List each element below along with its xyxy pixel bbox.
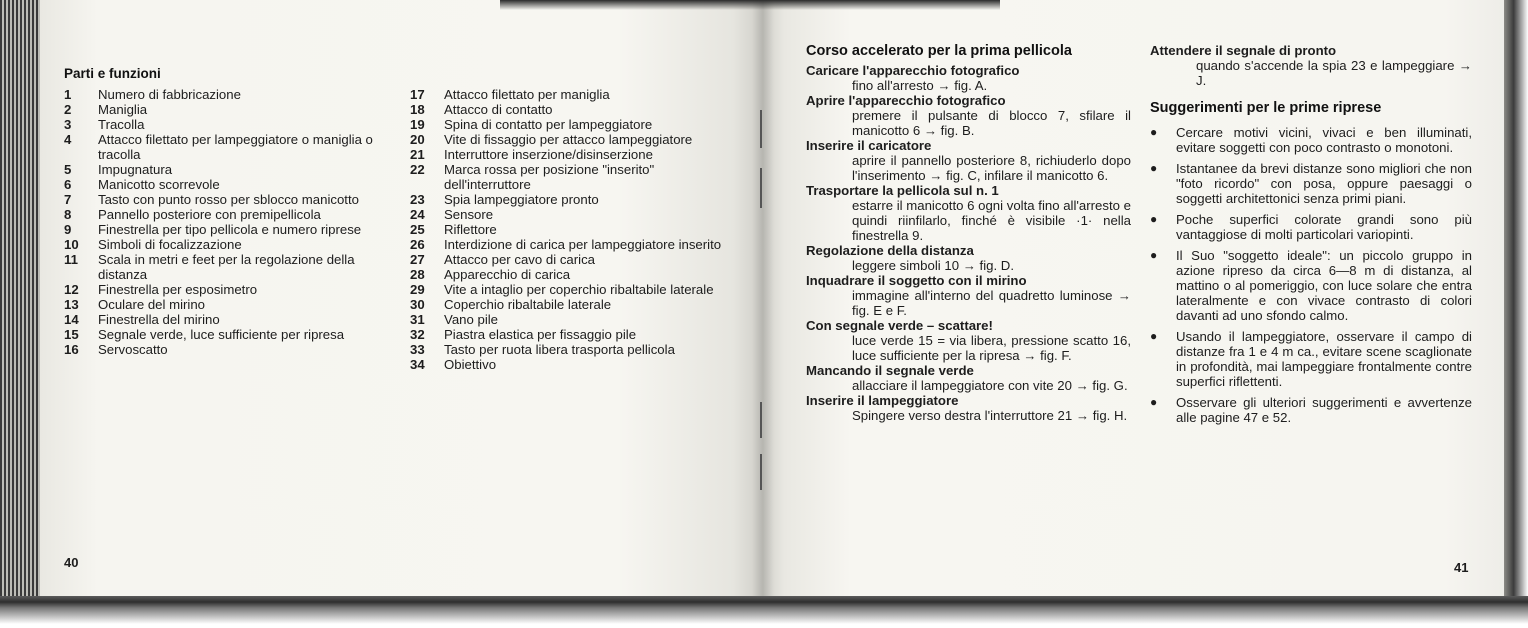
quick-start-step [806,363,1131,393]
part-number: 11 [64,252,78,267]
part-label: Tasto per ruota libera trasporta pellicola [444,342,675,357]
part-number: 15 [64,327,79,342]
part-number: 1 [64,87,72,102]
part-number: 30 [410,297,425,312]
part-number: 23 [410,192,425,207]
quick-start-step [806,393,1131,423]
step-title: Inserire il lampeggiatore [806,393,959,408]
step-body: estarre il manicotto 6 ogni volta fino all'arresto e quindi riinfilarlo, finché è visibile ·1· nella finestrella 9. [852,198,1131,243]
quick-start-step [806,273,1131,318]
parts-list-1 [64,87,389,357]
part-item [410,297,735,312]
part-item [64,327,389,342]
part-label: Riflettore [444,222,497,237]
part-number: 18 [410,102,425,117]
parts-column-1 [64,66,389,357]
part-label: Segnale verde, luce sufficiente per ripresa [98,327,345,342]
part-number: 19 [410,117,425,132]
part-label: Numero di fabbricazione [98,87,241,102]
step-title: Trasportare la pellicola sul n. 1 [806,183,999,198]
step-body: allacciare il lampeggiatore con vite 20 → fig. G. [852,378,1128,393]
part-label: Impugnatura [98,162,173,177]
part-number: 31 [410,312,425,327]
part-item [410,132,735,147]
part-item [410,222,735,237]
part-item [64,117,389,132]
part-label: Coperchio ribaltabile laterale [444,297,612,312]
part-number: 6 [64,177,72,192]
step-title: Inquadrare il soggetto con il mirino [806,273,1027,288]
quick-start-step [806,93,1131,138]
page-number-left: 40 [64,555,79,570]
part-number: 14 [64,312,79,327]
part-number: 21 [410,147,425,162]
step-title: Caricare l'apparecchio fotografico [806,63,1020,78]
part-label: Tracolla [98,117,145,132]
part-label: Sensore [444,207,494,222]
tip-text: Poche superfici colorate grandi sono più vantaggiose di molti particolari variopinti. [1176,212,1472,242]
step-body: leggere simboli 10 → fig. D. [852,258,1014,273]
tip-item [1150,212,1472,242]
page-stack-edge-left [0,0,40,610]
part-label: Apparecchio di carica [444,267,571,282]
quick-start-step [806,138,1131,183]
part-label: Interdizione di carica per lampeggiatore inserito [444,237,722,252]
quick-start-column [806,43,1131,423]
part-item [410,102,735,117]
part-number: 22 [410,162,425,177]
page-stack-edge-right [1504,0,1528,610]
part-item [64,297,389,312]
step-title: Regolazione della distanza [806,243,974,258]
part-label: Tasto con punto rosso per sblocco manicotto [98,192,359,207]
quick-start-step [806,318,1131,363]
part-number: 32 [410,327,425,342]
tip-item [1150,125,1472,155]
part-item [410,267,735,282]
top-shadow [500,0,1000,10]
step-title: Attendere il segnale di pronto [1150,43,1337,58]
bullet-icon: ● [1150,161,1158,175]
part-item [410,252,735,267]
part-item [64,222,389,237]
part-item [64,312,389,327]
part-number: 16 [64,342,79,357]
part-number: 20 [410,132,425,147]
part-label: Vano pile [444,312,499,327]
part-label: Finestrella per tipo pellicola e numero riprese [98,222,362,237]
part-number: 25 [410,222,425,237]
tip-item [1150,161,1472,206]
part-item [410,117,735,132]
step-body: fino all'arresto → fig. A. [852,78,988,93]
part-item [64,87,389,102]
part-label: Oculare del mirino [98,297,206,312]
part-label: Vite di fissaggio per attacco lampeggiatore [444,132,693,147]
step-body: immagine all'interno del quadretto luminose → fig. E e F. [852,288,1131,318]
bullet-icon: ● [1150,329,1158,343]
part-number: 29 [410,282,425,297]
part-label: Spina di contatto per lampeggiatore [444,117,653,132]
bullet-icon: ● [1150,395,1158,409]
part-label: Maniglia [98,102,148,117]
part-item [410,237,735,252]
step-body: Spingere verso destra l'interruttore 21 → fig. H. [852,408,1128,423]
part-item [410,312,735,327]
binding-thread-marks [754,110,768,490]
part-item [410,357,735,372]
part-number: 12 [64,282,79,297]
quick-start-step [1150,43,1472,88]
tips-heading: Suggerimenti per le prime riprese [1150,100,1382,116]
quick-start-step [806,243,1131,273]
parts-heading: Parti e funzioni [64,66,161,81]
part-label: Attacco per cavo di carica [444,252,595,267]
part-label: Servoscatto [98,342,168,357]
tip-item [1150,248,1472,323]
part-label: Marca rossa per posizione "inserito" dell'interruttore [444,162,655,192]
part-number: 13 [64,297,79,312]
quick-start-steps-cont [1150,43,1472,88]
part-item [410,192,735,207]
page-stack-edge-bottom [0,596,1528,628]
part-label: Piastra elastica per fissaggio pile [444,327,637,342]
part-item [64,237,389,252]
part-item [64,207,389,222]
part-label: Manicotto scorrevole [98,177,220,192]
tip-text: Osservare gli ulteriori suggerimenti e avvertenze alle pagine 47 e 52. [1176,395,1472,425]
part-label: Attacco filettato per lampeggiatore o maniglia o tracolla [98,132,373,162]
step-title: Aprire l'apparecchio fotografico [806,93,1006,108]
part-label: Finestrella del mirino [98,312,220,327]
part-number: 8 [64,207,72,222]
part-label: Interruttore inserzione/disinserzione [444,147,653,162]
tip-text: Cercare motivi vicini, vivaci e ben illuminati, evitare soggetti con poco contrasto o monotoni. [1176,125,1472,155]
part-label: Spia lampeggiatore pronto [444,192,599,207]
part-label: Pannello posteriore con premipellicola [98,207,321,222]
part-item [410,327,735,342]
bullet-icon: ● [1150,248,1158,262]
part-item [64,132,389,162]
part-label: Attacco di contatto [444,102,553,117]
part-item [64,102,389,117]
part-item [410,207,735,222]
bullet-icon: ● [1150,125,1158,139]
part-number: 27 [410,252,425,267]
part-item [64,177,389,192]
parts-list-2 [410,87,735,372]
step-title: Inserire il caricatore [806,138,932,153]
part-number: 24 [410,207,425,222]
part-item [64,342,389,357]
part-number: 26 [410,237,425,252]
part-label: Finestrella per esposimetro [98,282,258,297]
tip-item [1150,395,1472,425]
quick-start-step [806,63,1131,93]
part-number: 33 [410,342,425,357]
part-number: 2 [64,102,72,117]
part-number: 7 [64,192,72,207]
part-item [410,342,735,357]
parts-column-2 [410,87,735,372]
part-number: 3 [64,117,72,132]
tip-text: Il Suo "soggetto ideale": un piccolo gruppo in azione ripreso da circa 6—8 m di distanza, al mattino o al pomeriggio, con luce solare che entra lateralmente e con vivace contrasto di colori davanti ad uno sfondo calmo. [1176,248,1472,323]
part-item [64,192,389,207]
part-label: Obiettivo [444,357,497,372]
part-label: Attacco filettato per maniglia [444,87,610,102]
tips-list [1150,125,1472,425]
part-item [410,87,735,102]
part-number: 5 [64,162,72,177]
part-number: 9 [64,222,72,237]
part-number: 17 [410,87,425,102]
part-number: 10 [64,237,79,252]
step-body: luce verde 15 = via libera, pressione scatto 16, luce sufficiente per la ripresa → fig. F. [852,333,1131,363]
part-item [64,162,389,177]
tip-text: Usando il lampeggiatore, osservare il campo di distanze fra 1 e 4 m ca., evitare scene scaglionate in profondità, mai lampeggiare frontalmente contre superfici riflettenti. [1176,329,1472,389]
step-title: Mancando il segnale verde [806,363,974,378]
part-item [410,147,735,162]
quick-start-heading: Corso accelerato per la prima pellicola [806,43,1072,59]
quick-start-steps [806,63,1131,423]
part-item [410,162,735,192]
tip-item [1150,329,1472,389]
part-item [410,282,735,297]
step-title: Con segnale verde – scattare! [806,318,993,333]
step-body: aprire il pannello posteriore 8, richiuderlo dopo l'inserimento → fig. C, infilare il manicotto 6. [852,153,1131,183]
part-item [64,282,389,297]
part-item [64,252,389,282]
page-number-right: 41 [1454,560,1469,575]
part-label: Vite a intaglio per coperchio ribaltabile laterale [444,282,714,297]
step-body: quando s'accende la spia 23 e lampeggiare → J. [1196,58,1472,88]
part-label: Simboli di focalizzazione [98,237,242,252]
bullet-icon: ● [1150,212,1158,226]
tips-column [1150,43,1472,431]
step-body: premere il pulsante di blocco 7, sfilare il manicotto 6 → fig. B. [852,108,1131,138]
part-number: 4 [64,132,72,147]
part-number: 34 [410,357,425,372]
part-number: 28 [410,267,425,282]
tip-text: Istantanee da brevi distanze sono migliori che non "foto ricordo" con posa, oppure paesaggi o soggetti architettonici senza primi piani. [1176,161,1472,206]
quick-start-step [806,183,1131,243]
part-label: Scala in metri e feet per la regolazione della distanza [98,252,355,282]
